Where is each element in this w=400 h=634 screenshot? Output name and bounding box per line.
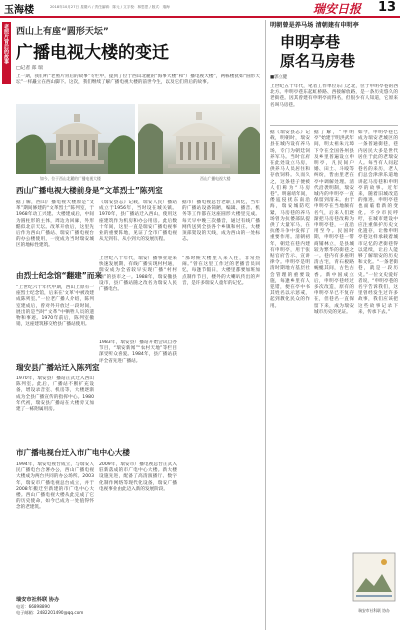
side-tag-label: 老照片背后的故事 (3, 24, 9, 64)
section3-body-col3 (182, 340, 260, 436)
left-intro: 上一期，我们听“老照片背后的故事”专栏中，提到了位于西山北麓的“海事大楼”和“广播电视大楼”，两栋楼犹如“圆形天坛”一样矗立在西山脚下。这次，我们继续了解广播电视大楼的前世今生，以及它们背后的故事。 (16, 74, 260, 86)
contact-label: 瑞安市社科联 协办 (16, 597, 60, 603)
photo2-caption: 西山广播电视大楼 (200, 176, 231, 181)
section1-body-col2: 《瑞安县志》记载，瑞安人民广播站成立于1956年，当时设在城关镇。1970年，县广播站迁入西山，使用这座建筑作为机房和办公用房。此后数十年间，这里一直是瑞安广播电视事业的重要阵地，见证了全市广播电视从无到有、从小到大的发展历程。 (99, 200, 177, 243)
section1-body: 据了解，西山广播电视大楼原是“文革”期间修建的“文革烈士”陈列室，于1968年动工兴建。大楼建成后，中间为圆柱形的主体，周边为回廊，外形酷似北京天坛。改革开放后，这里先后作为西山广播站、瑞安广播电视台的办公楼使用，一度成为当时瑞安城区的地标性建筑。 (16, 200, 94, 249)
photo-building-old (138, 104, 260, 174)
right-col3: 如今，申明亭巷已成为瑞安老城区的一条普通街巷，巷内居民大多是世代居住于此的老瑞安人。每当有人问起巷名的来历，老人们总会津津乐道地讲起马房巷和申明亭的故事。近年来，随着旧城改造的推进，申明亭巷也面临着新的变化。不少市民呼吁，在城市建设中应注重保护历史文化遗存，让像申明亭巷这样承载着城市记忆的老街巷得以延续，让后人能够了解瑞安的历史和文化。“一条老街巷，就是一段历史。”一位文史爱好者说，“申明亭巷的名字告诉我们，这里曾经发生过许多故事，我们应该把这些故事记录下来，传承下去。” (358, 130, 398, 315)
side-tag (2, 22, 11, 84)
section4-body-col3 (182, 462, 260, 582)
section4-title: 市广播电视台迁入市广电中心大楼 (16, 448, 130, 457)
right-col2: 据了解，“申明亭”始建于明洪武年间，明太祖朱元璋下令在全国各州县及乡里普遍设立申明亭，凡民间户婚、田土、斗殴等纠纷，皆由里老在亭中调解处理。清代沿袭明制，瑞安城内的申明亭一直保留到清末。由于申明亭在当地颇有名气，后来人们逐渐把马房巷改称为申明亭巷，一直沿用至今。民国时期，申明亭巷一带商铺林立，是县城较为繁华的街巷之一。巷内有多座明清古宅，青石板路蜿蜒其间，古色古香。新中国成立后，申明亭巷经过多次改造，原有的申明亭早已不复存在，但巷名一直保留下来，成为瑞安城市历史的见证。 (314, 130, 354, 315)
section4-body: 1994年，瑞安电视台成立，与瑞安人民广播电台合署办公，西山广播电视大楼成为两台共同的办公场所。2003年，瑞安市广播电视总台成立，并于2008年搬迁至新建的市广电中心大楼。西山广播电视大楼从此完成了它的历史使命，如今已成为一处值得怀念的老建筑。 (16, 462, 94, 511)
right-col1: 据《瑞安县志》记载，明朝时，瑞安县在城内设有养马场，专门为朝廷饲养军马。当时官府在此处设立马房，供养马人员居住和存放饲料。久而久之，这条巷子便被人们称为“马房巷”。明嘉靖年间，倭寇侵扰东南沿海，瑞安城防吃紧，马房巷的养马场曾为抗倭部队提供了大量军马，在抗倭斗争中发挥了重要作用。清朝初年，朝廷在巷内建有申明亭，用于张贴官府告示、宣讲律令。申明亭是明清时期地方基层社会管理的重要设施，每逢乡里有人犯错，便在亭中书其姓名以示惩戒，起到教化民众的作用。 (270, 130, 310, 309)
right-byline: ■郭立健 (270, 75, 288, 80)
right-kicker: 明朝曾是养马场 清朝建有申明亭 (270, 22, 359, 29)
paper-name: 瑞安日报 (313, 2, 362, 16)
photo-building-now (16, 104, 135, 174)
section2-title: 由烈士纪念馆“翻建”而来 (16, 271, 102, 280)
section1-title: 西山广播电视大楼前身是“文革烈士”陈列室 (16, 186, 163, 195)
section4-body-col2: 2009年，瑞安市广播电视总台正式入驻新落成的市广电中心大楼。新大楼设施先进，配备了高清演播厅、数字化制作网络等现代化设备，瑞安广播电视事业由此迈入新的发展阶段。 (99, 462, 177, 492)
right-headline-line1: 申明亭巷 (280, 33, 341, 51)
right-intro: 上世纪五十年代，笔者工作单位东门之北，位于申明亭巷的西北方。申明亭巷东起虹桥路、西接解放路，是一条历史悠久的老街巷。因其曾建有申明亭而得名，但很少有人知道，它原来名叫马房巷。 (270, 84, 398, 108)
landscape-stamp-icon (352, 552, 396, 602)
left-kicker: 西山上有座“圆形天坛” (16, 27, 109, 37)
left-headline: 广播电视大楼的变迁 (16, 43, 169, 63)
section2-body-col3: “那时候大楼里人来人往，非常热闹。”曾在这里工作过的老播音员回忆，每逢节假日，大楼里都要加班加点制作节目，楼外的大喇叭传出的声音，是许多瑞安人童年的记忆。 (182, 256, 260, 286)
section-name: 玉海楼 (4, 5, 34, 16)
photo1-caption: 如今，位于西山北麓的广播电视大楼 (40, 176, 101, 181)
section3-body-col2: 1983年，瑞安县广播站开始尝试自办节目，“瑞安新闻”“农村天地”等栏目深受听众喜爱。1984年，县广播站获评全省先进广播站。 (99, 340, 177, 364)
section1-body-col3: 据市广播电视总台老职工回忆，当年的广播站设备简陋，编辑、播音、机务等工作都在这座圆形大楼里完成。每天早中晚三次播音，通过有线广播网传送到全县各个乡镇和村庄。大楼顶部架设的天线，成为西山的一处标志。 (182, 200, 260, 243)
contact-phone: 电话：66898890 (16, 604, 50, 609)
stamp-caption: 瑞安市社科联 协办 (358, 608, 390, 613)
left-byline: □记者 郑 瑞 (16, 66, 43, 71)
right-headline-line2: 原名马房巷 (280, 52, 356, 70)
header-rule (0, 16, 400, 18)
section3-title: 瑞安县广播站迁入陈列室 (16, 363, 100, 372)
contact-email: 电子邮箱：2482201490@qq.com (16, 610, 84, 615)
section3-body: 1970年，瑞安县广播站正式迁入西山陈列室。此后，广播站不断扩充设备，增设录音室、机房等，大楼逐渐成为全县广播宣传的指挥中心。1980年代初，瑞安县广播站在大楼旁又加建了一栋附属用房。 (16, 376, 94, 413)
right-intro-rule (270, 125, 398, 126)
section2-body-col2: 上世纪八十年代，瑞安广播事业迎来快速发展期，有线广播实现村村通，瑞安成为全省较早实现广播“村村响”的县市之一。1988年，瑞安撤县设市，县广播站随之改名为瑞安人民广播电台。 (99, 256, 177, 293)
page-number: 13 (378, 0, 397, 15)
header-info: 2018年10月27日 星期六 / 责任编辑：陈元 / 文字校：林思思 / 版式：瑞海 (50, 5, 170, 9)
header-bar (0, 0, 400, 16)
column-divider (265, 20, 266, 630)
section2-body: “上世纪六十年代中期，西山上原有一座烈士纪念馆，后来在‘文革’中被改建成陈列室。”一位老广播人介绍，陈列室建成后，曾对外开放过一段时间，展出的是当时“文革”中牺牲人员的遗物和事迹。1970年前后，陈列室撤销，这座建筑移交给县广播站使用。 (16, 285, 94, 328)
contact-box (16, 596, 106, 626)
stamp-graphic (352, 552, 396, 620)
